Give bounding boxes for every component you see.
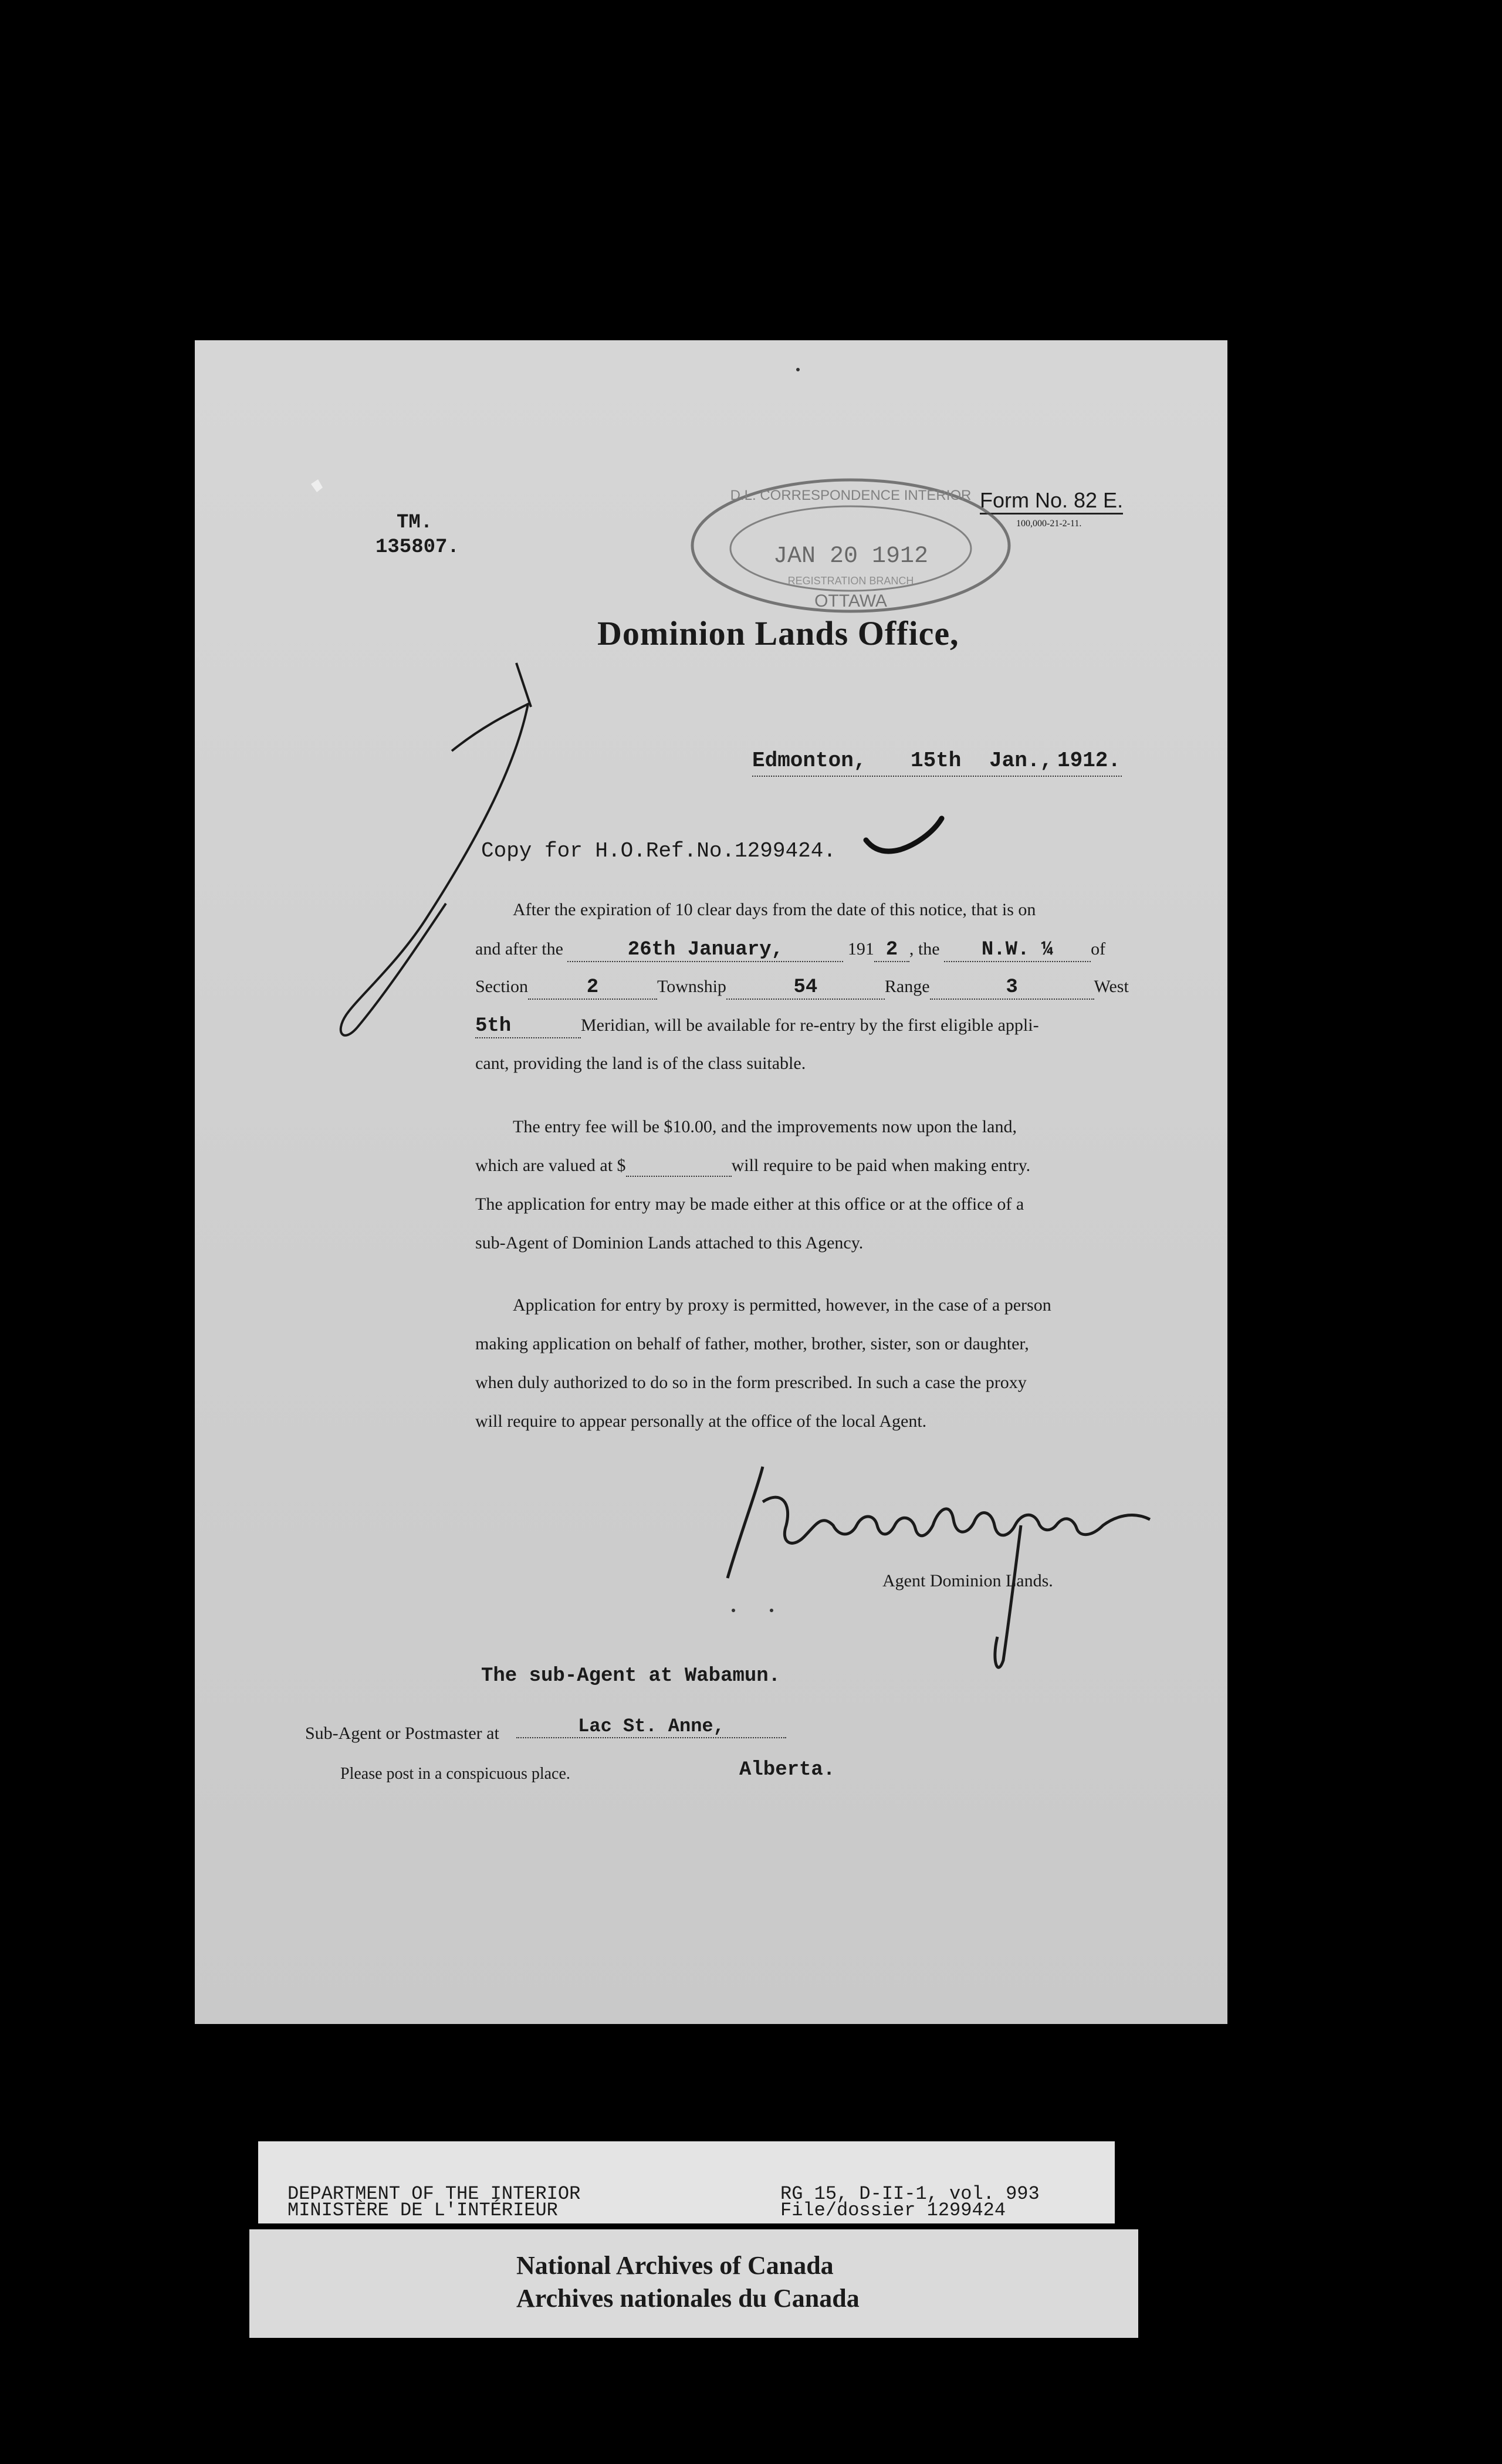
township-value: 54 <box>726 976 885 1000</box>
west-label: West <box>1094 977 1129 996</box>
rg-number: RG 15, D-II-1, vol. 993 <box>780 2183 1040 2205</box>
meridian-value: 5th <box>475 1015 581 1038</box>
office-title: Dominion Lands Office, <box>597 614 959 652</box>
para2-line1: The entry fee will be $10.00, and the improvements now upon the land, <box>513 1117 1017 1136</box>
archives-en: National Archives of Canada <box>516 2251 834 2280</box>
para3-line2: making application on behalf of father, mother, brother, sister, son or daughter, <box>475 1334 1029 1353</box>
dept-en: DEPARTMENT OF THE INTERIOR <box>287 2183 581 2205</box>
date-year: 1912. <box>1057 749 1121 773</box>
dept-fr: MINISTÈRE DE L'INTÉRIEUR <box>287 2199 558 2221</box>
date-place: Edmonton, <box>752 749 867 773</box>
section-label: Section <box>475 977 528 996</box>
range-value: 3 <box>930 976 1094 1000</box>
agent-title: Agent Dominion Lands. <box>882 1571 1053 1590</box>
re-entry-date: 26th January, <box>567 939 843 962</box>
range-label: Range <box>884 977 930 996</box>
sub-agent-line: The sub-Agent at Wabamun. <box>481 1665 781 1687</box>
post-instruction: Please post in a conspicuous place. <box>340 1765 570 1783</box>
archive-reference-label <box>258 2141 1115 2223</box>
date-rule <box>752 776 1122 777</box>
file-number: File/dossier 1299424 <box>780 2199 1006 2221</box>
para1-line4 <box>475 1015 1039 1038</box>
quarter-section: N.W. ¼ <box>944 939 1091 962</box>
stamp-bottom-text: OTTAWA <box>814 591 887 611</box>
province: Alberta. <box>739 1759 835 1781</box>
para1-line3 <box>475 976 1129 1000</box>
para3-line4: will require to appear personally at the office of the local Agent. <box>475 1412 927 1431</box>
archive-institution-label <box>249 2229 1138 2338</box>
date-day: 15th <box>911 749 962 773</box>
section-value: 2 <box>528 976 657 1000</box>
stamp-top-text: D.L. CORRESPONDENCE INTERIOR <box>730 488 972 503</box>
postmaster-place: Lac St. Anne, <box>516 1715 786 1738</box>
require-payment-text: will require to be paid when making entry. <box>731 1156 1031 1175</box>
and-after-label: and after the <box>475 939 563 959</box>
valued-amount-blank <box>626 1156 732 1177</box>
para1-line2 <box>475 939 1105 962</box>
ref-number: 135807. <box>376 536 459 559</box>
archives-fr: Archives nationales du Canada <box>516 2284 860 2313</box>
postmaster-label: Sub-Agent or Postmaster at <box>305 1724 499 1743</box>
para2-line4: sub-Agent of Dominion Lands attached to this Agency. <box>475 1233 864 1253</box>
meridian-text: Meridian, will be available for re-entry by the first eligible appli- <box>581 1016 1039 1035</box>
para1-line1: After the expiration of 10 clear days from the date of this notice, that is on <box>513 900 1036 919</box>
of-label: of <box>1091 939 1106 959</box>
para3-line3: when duly authorized to do so in the form prescribed. In such a case the proxy <box>475 1373 1027 1392</box>
re-entry-year: 2 <box>874 939 909 962</box>
para1-line5: cant, providing the land is of the class suitable. <box>475 1054 806 1073</box>
stamp-branch: REGISTRATION BRANCH <box>787 575 914 587</box>
the-label: , the <box>909 939 940 959</box>
valued-label: which are valued at $ <box>475 1156 626 1175</box>
township-label: Township <box>657 977 726 996</box>
stamp-date: JAN 20 1912 <box>773 543 929 570</box>
form-number: Form No. 82 E. <box>980 488 1123 515</box>
year-prefix: 191 <box>847 939 874 959</box>
para2-line3: The application for entry may be made either at this office or at the office of a <box>475 1194 1024 1214</box>
para3-line1: Application for entry by proxy is permitted, however, in the case of a person <box>513 1295 1051 1315</box>
para2-line2 <box>475 1156 1030 1177</box>
form-print-code: 100,000-21-2-11. <box>1016 519 1082 529</box>
ref-prefix: TM. <box>397 512 433 534</box>
copy-reference: Copy for H.O.Ref.No.1299424. <box>481 839 836 863</box>
date-month: Jan., <box>989 749 1053 773</box>
